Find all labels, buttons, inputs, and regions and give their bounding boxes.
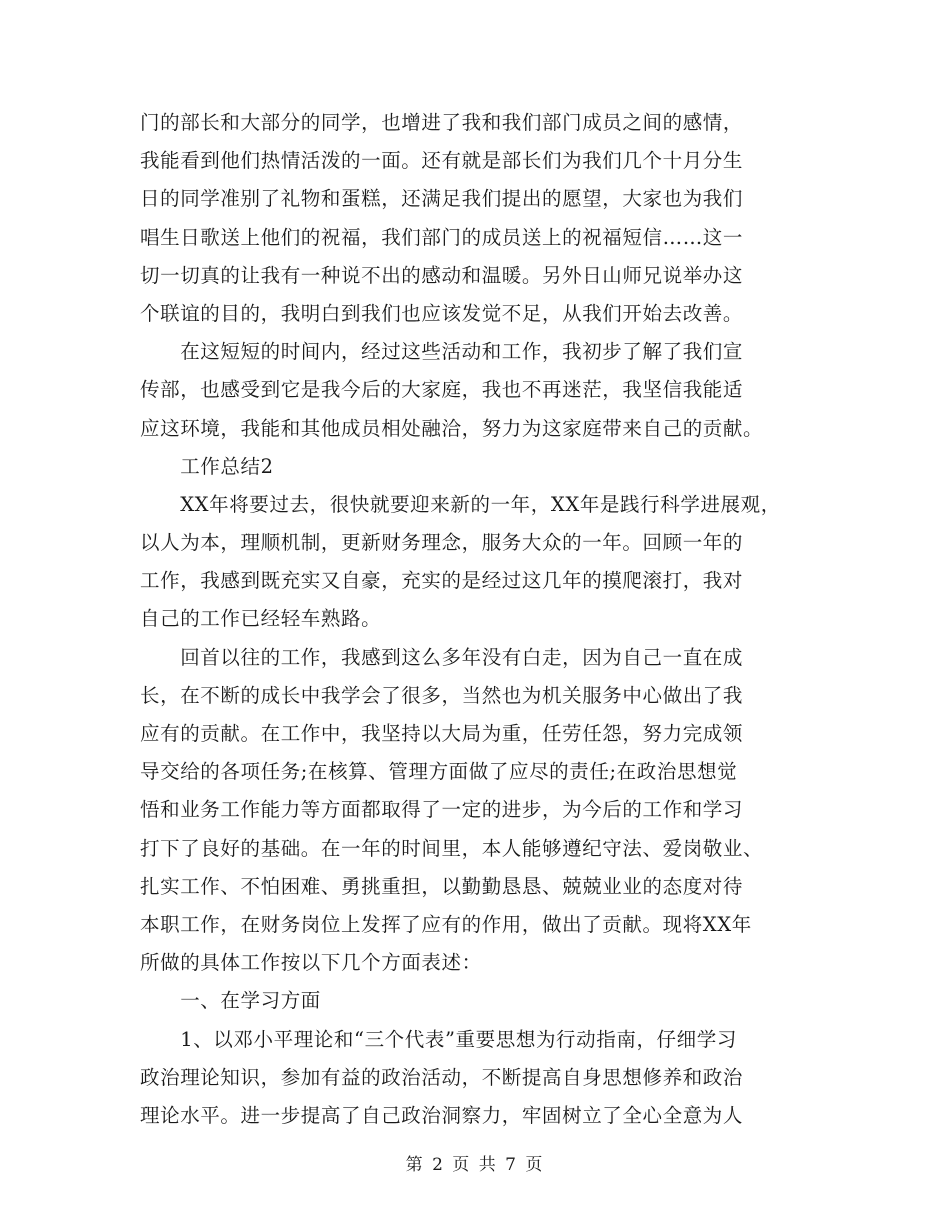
text-line: 唱生日歌送上他们的祝福，我们部门的成员送上的祝福短信……这一	[140, 225, 744, 249]
text-line: 政治理论知识，参加有益的政治活动，不断提高自身思想修养和政治	[140, 1065, 744, 1089]
text-line: 传部，也感受到它是我今后的大家庭，我也不再迷茫，我坚信我能适	[140, 378, 744, 402]
text-line: 应这环境，我能和其他成员相处融洽，努力为这家庭带来自己的贡献。	[140, 416, 764, 440]
paragraph-start-line: XX年将要过去，很快就要迎来新的一年，XX年是践行科学进展观，	[140, 492, 781, 516]
text-line: 所做的具体工作按以下几个方面表述：	[140, 951, 482, 975]
text-line: 自己的工作已经轻车熟路。	[140, 607, 382, 631]
text-line: 切一切真的让我有一种说不出的感动和温暖。另外日山师兄说举办这	[140, 263, 744, 287]
section-heading: 一、在学习方面	[140, 989, 321, 1013]
paragraph-start-line: 在这短短的时间内，经过这些活动和工作，我初步了解了我们宣	[140, 340, 744, 364]
text-line: 以人为本，理顺机制，更新财务理念，服务大众的一年。回顾一年的	[140, 531, 744, 555]
text-line: 导交给的各项任务;在核算、管理方面做了应尽的责任;在政治思想觉	[140, 760, 738, 784]
text-line: 应有的贡献。在工作中，我坚持以大局为重，任劳任怨，努力完成领	[140, 722, 744, 745]
text-line: 理论水平。进一步提高了自己政治洞察力，牢固树立了全心全意为人	[140, 1103, 744, 1127]
text-line: 个联谊的目的，我明白到我们也应该发觉不足，从我们开始去改善。	[140, 301, 744, 325]
document-body	[140, 104, 820, 1135]
text-line: 门的部长和大部分的同学，也增进了我和我们部门成员之间的感情，	[140, 111, 744, 134]
text-line: 悟和业务工作能力等方面都取得了一定的进步，为今后的工作和学习	[140, 798, 744, 822]
text-line: 我能看到他们热情活泼的一面。还有就是部长们为我们几个十月分生	[140, 149, 744, 173]
page-number-footer: 第 2 页 共 7 页	[405, 1155, 545, 1175]
text-line: 本职工作，在财务岗位上发挥了应有的作用，做出了贡献。现将XX年	[140, 912, 752, 936]
section-heading: 工作总结2	[140, 454, 274, 478]
paragraph-start-line: 1、以邓小平理论和“三个代表”重要思想为行动指南，仔细学习	[140, 1027, 737, 1051]
text-line: 日的同学准别了礼物和蛋糕，还满足我们提出的愿望，大家也为我们	[140, 187, 744, 211]
text-line: 打下了良好的基础。在一年的时间里，本人能够遵纪守法、爱岗敬业、	[140, 836, 764, 860]
text-line: 扎实工作、不怕困难、勇挑重担，以勤勤恳恳、兢兢业业的态度对待	[140, 874, 744, 898]
paragraph-start-line: 回首以往的工作，我感到这么多年没有白走，因为自己一直在成	[140, 645, 744, 669]
text-line: 工作，我感到既充实又自豪，充实的是经过这几年的摸爬滚打，我对	[140, 569, 744, 593]
text-line: 长，在不断的成长中我学会了很多，当然也为机关服务中心做出了我	[140, 683, 744, 707]
